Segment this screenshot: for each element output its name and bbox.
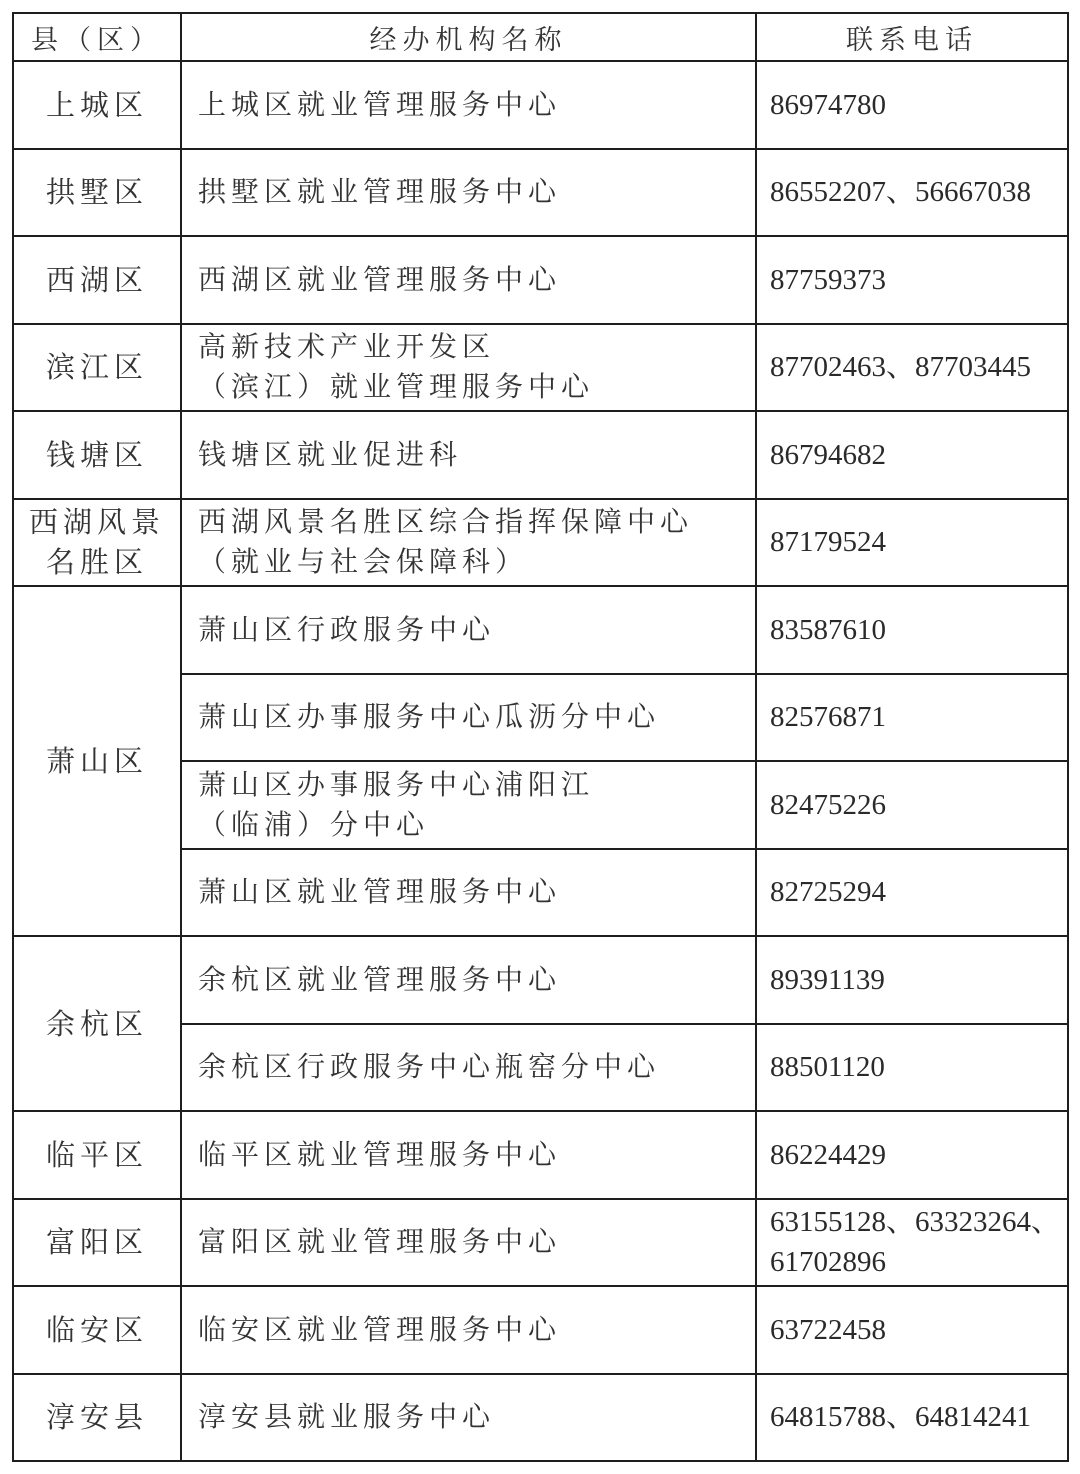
organization-name: 萧山区办事服务中心浦阳江 [198, 767, 595, 801]
district-name: 富阳区 [45, 1225, 148, 1260]
phone-cell [756, 149, 1068, 237]
organization-cell [181, 499, 756, 587]
phone-cell [756, 61, 1068, 149]
organization-name: 萧山区就业管理服务中心 [198, 875, 562, 909]
phone-number: 82576871 [770, 701, 886, 734]
organization-cell [181, 1199, 756, 1287]
organization-name: 高新技术产业开发区 [198, 330, 496, 364]
table-row [13, 499, 1068, 587]
table-row [13, 1199, 1068, 1287]
phone-number: 64815788、64814241 [770, 1401, 1032, 1434]
organization-name: 淳安县就业服务中心 [198, 1400, 496, 1434]
phone-number: 88501120 [770, 1051, 885, 1084]
organization-name: （滨江）就业管理服务中心 [198, 370, 595, 404]
phone-number: 87702463、87703445 [770, 351, 1032, 384]
organization-cell [181, 411, 756, 499]
header-organization: 经办机构名称 [181, 13, 756, 61]
table-row [13, 1286, 1068, 1374]
employment-agency-contact-table [12, 12, 1067, 1462]
district-name: 西湖区 [45, 262, 148, 297]
table-row [13, 149, 1068, 237]
table-row [13, 411, 1068, 499]
phone-cell [756, 1024, 1068, 1112]
table-row [13, 936, 1068, 1024]
table-body [13, 61, 1068, 1461]
phone-cell [756, 1286, 1068, 1374]
phone-number: 82475226 [770, 788, 886, 821]
organization-cell [181, 1111, 756, 1199]
district-cell [13, 499, 181, 587]
organization-name: （就业与社会保障科） [198, 545, 529, 579]
organization-name: （临浦）分中心 [198, 807, 430, 841]
table-row [13, 1111, 1068, 1199]
organization-name: 西湖风景名胜区综合指挥保障中心 [198, 505, 694, 539]
district-name: 钱塘区 [45, 437, 148, 472]
district-name: 西湖风景 [28, 505, 165, 540]
organization-cell [181, 61, 756, 149]
district-cell [13, 1111, 181, 1199]
phone-number: 86974780 [770, 88, 886, 121]
phone-number: 63155128、63323264、 [770, 1206, 1061, 1239]
phone-cell [756, 1199, 1068, 1287]
phone-cell [756, 1374, 1068, 1462]
district-name: 余杭区 [45, 1006, 148, 1041]
table-row [13, 61, 1068, 149]
organization-cell [181, 586, 756, 674]
phone-number: 63722458 [770, 1313, 886, 1346]
district-cell [13, 1374, 181, 1462]
district-name: 拱墅区 [45, 175, 148, 210]
phone-cell [756, 849, 1068, 937]
organization-name: 钱塘区就业促进科 [198, 437, 463, 471]
district-name: 萧山区 [45, 744, 148, 778]
phone-number: 86794682 [770, 438, 886, 471]
phone-cell [756, 674, 1068, 762]
organization-name: 萧山区行政服务中心 [198, 612, 496, 646]
district-cell [13, 586, 181, 936]
phone-cell [756, 411, 1068, 499]
table-row [13, 586, 1068, 674]
district-name: 淳安县 [45, 1400, 148, 1435]
table-row [13, 1374, 1068, 1462]
district-cell [13, 236, 181, 324]
table-row [13, 324, 1068, 412]
phone-number: 82725294 [770, 876, 886, 909]
phone-number: 87759373 [770, 263, 886, 296]
organization-cell [181, 324, 756, 412]
district-name: 名胜区 [45, 545, 148, 580]
phone-cell [756, 499, 1068, 587]
district-cell [13, 149, 181, 237]
district-cell [13, 1286, 181, 1374]
header-district: 县（区） [13, 13, 181, 61]
organization-name: 西湖区就业管理服务中心 [198, 262, 562, 296]
phone-cell [756, 761, 1068, 849]
organization-cell [181, 936, 756, 1024]
organization-name: 余杭区就业管理服务中心 [198, 962, 562, 996]
organization-name: 上城区就业管理服务中心 [198, 87, 562, 121]
organization-name: 拱墅区就业管理服务中心 [198, 175, 562, 209]
table-row [13, 236, 1068, 324]
phone-cell [756, 936, 1068, 1024]
district-name: 临平区 [45, 1137, 148, 1172]
phone-cell [756, 236, 1068, 324]
phone-number: 83587610 [770, 613, 886, 646]
phone-cell [756, 324, 1068, 412]
phone-cell [756, 586, 1068, 674]
organization-name: 萧山区办事服务中心瓜沥分中心 [198, 700, 661, 734]
district-name: 滨江区 [45, 350, 148, 385]
phone-number: 61702896 [770, 1246, 886, 1279]
phone-number: 86552207、56667038 [770, 176, 1032, 209]
phone-number: 86224429 [770, 1138, 886, 1171]
district-name: 上城区 [45, 87, 148, 122]
organization-name: 富阳区就业管理服务中心 [198, 1225, 562, 1259]
district-cell [13, 324, 181, 412]
organization-name: 临安区就业管理服务中心 [198, 1312, 562, 1346]
district-name: 临安区 [45, 1312, 148, 1347]
organization-cell [181, 674, 756, 762]
header-phone: 联系电话 [756, 13, 1068, 61]
phone-number: 89391139 [770, 963, 885, 996]
organization-cell [181, 236, 756, 324]
district-cell [13, 411, 181, 499]
phone-number: 87179524 [770, 526, 886, 559]
district-cell [13, 1199, 181, 1287]
organization-cell [181, 1374, 756, 1462]
organization-cell [181, 849, 756, 937]
phone-cell [756, 1111, 1068, 1199]
organization-name: 余杭区行政服务中心瓶窑分中心 [198, 1050, 661, 1084]
organization-cell [181, 761, 756, 849]
contact-table [12, 12, 1069, 1462]
organization-cell [181, 1024, 756, 1112]
organization-name: 临平区就业管理服务中心 [198, 1137, 562, 1171]
district-cell [13, 61, 181, 149]
district-cell [13, 936, 181, 1111]
table-header-row [13, 13, 1068, 61]
organization-cell [181, 149, 756, 237]
organization-cell [181, 1286, 756, 1374]
